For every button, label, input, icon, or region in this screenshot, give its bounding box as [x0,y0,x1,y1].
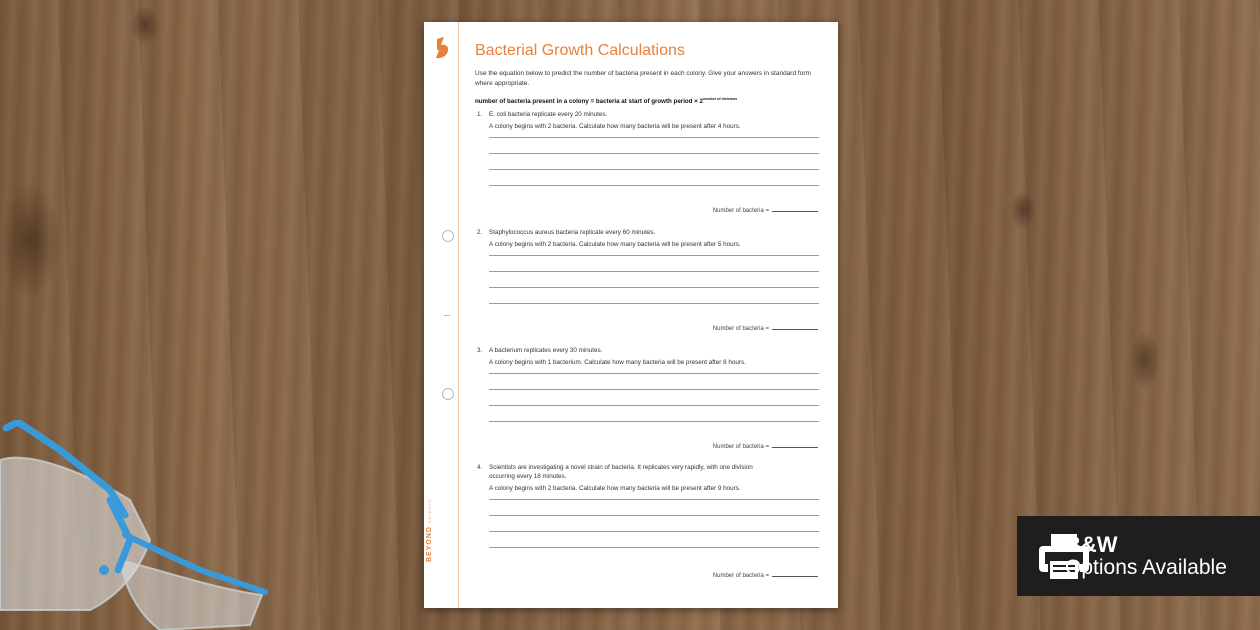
answer-lines[interactable] [489,255,819,304]
question-3: 3. A bacterium replicates every 30 minutes. A colony begins with 1 bacterium. Calculate how many bacteria will be present after 8 hours. [477,346,819,437]
answer-field-4[interactable]: Number of bacteria = [713,571,818,579]
worksheet-intro: Use the equation below to predict the number of bacteria present in each colony. Give your answers in standard form where appropriate. [475,70,811,87]
badge-subtitle: Options Available [1065,556,1227,579]
wood-knot [0,180,60,300]
question-4: 4. Scientists are investigating a novel strain of bacteria. It replicates very rapidly, with one division occurring every 18 minutes. A colony begins with 2 bacteria. Calculate how many bacteria will be present after 9 hours. [477,463,819,563]
punch-mark [444,315,450,316]
wood-knot [1130,330,1160,390]
margin-line [458,22,459,608]
wood-knot [130,5,160,45]
beyond-logo-icon [434,36,452,60]
question-1: 1. E. coli bacteria replicate every 20 minutes. A colony begins with 2 bacteria. Calculate how many bacteria will be present after 4 hours. [477,110,819,201]
answer-lines[interactable] [489,137,819,186]
answer-field-1[interactable]: Number of bacteria = [713,206,818,214]
punch-hole [442,388,454,400]
answer-field-2[interactable]: Number of bacteria = [713,324,818,332]
brand-wordmark: BEYOND SCIENCE [426,498,433,562]
answer-lines[interactable] [489,499,819,548]
wood-knot [1010,190,1036,230]
safety-glasses-icon [0,420,280,630]
bw-options-badge [1017,516,1260,596]
punch-hole [442,230,454,242]
question-2: 2. Staphylococcus aureus bacteria replicate every 60 minutes. A colony begins with 2 bacteria. Calculate how many bacteria will be present after 5 hours. [477,228,819,319]
growth-equation: number of bacteria present in a colony = bacteria at start of growth period × $2^{number of divisions}$ [475,97,738,106]
badge-title: B&W [1065,532,1118,557]
worksheet-title: Bacterial Growth Calculations [475,42,685,59]
worksheet [424,22,838,608]
answer-lines[interactable] [489,373,819,422]
answer-field-3[interactable]: Number of bacteria = [713,442,818,450]
